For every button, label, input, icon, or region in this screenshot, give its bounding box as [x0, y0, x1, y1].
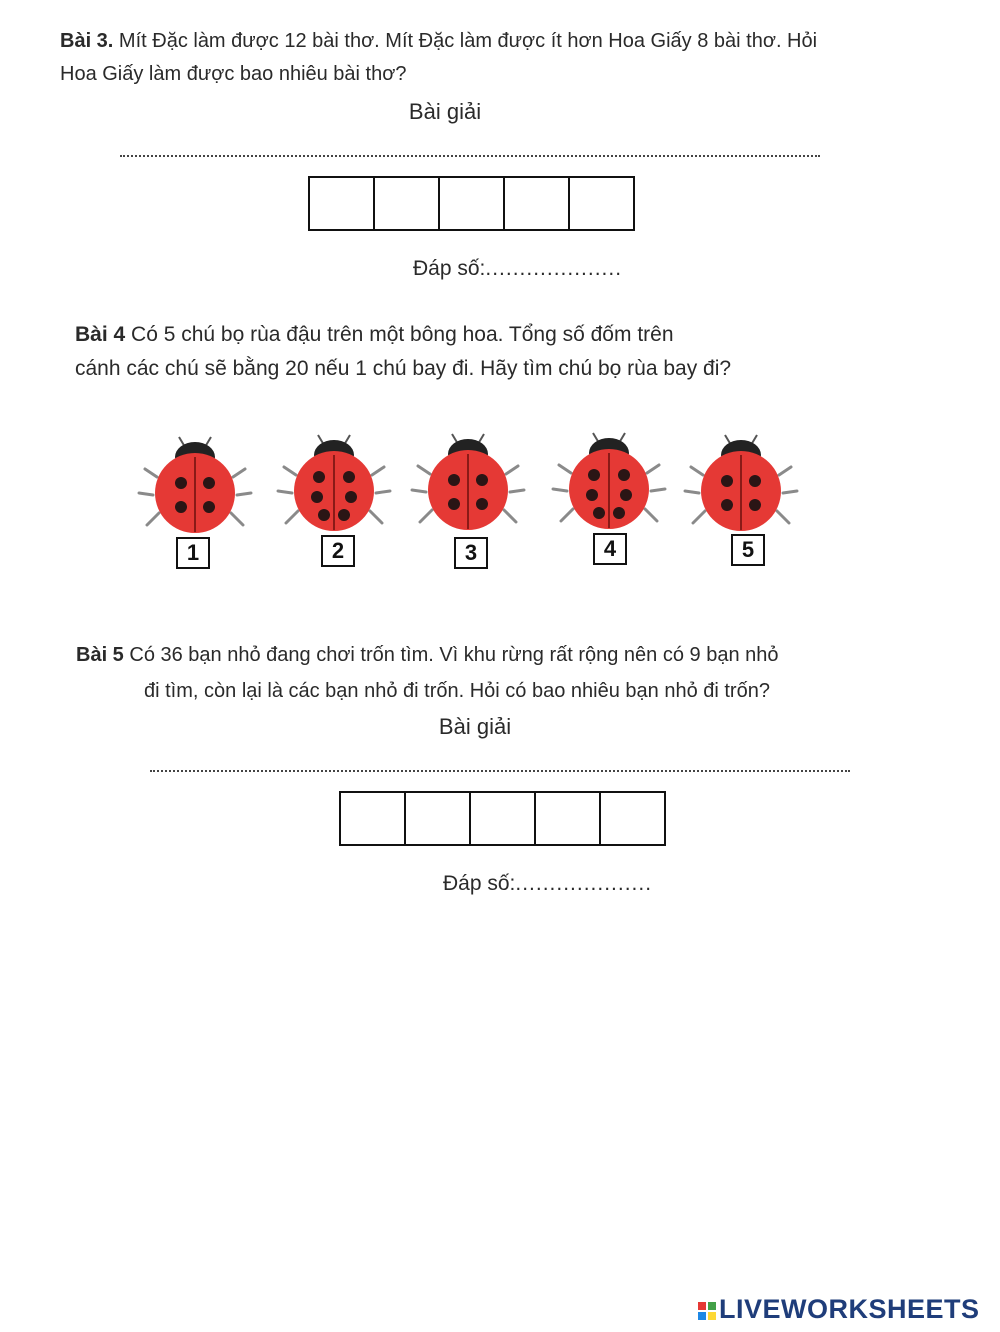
- ladybug-5-spot-2: [749, 475, 761, 487]
- ladybug-2-spot-3: [311, 491, 323, 503]
- liveworksheets-logo: [698, 1294, 980, 1325]
- ladybug-1[interactable]: [139, 437, 251, 533]
- problem-5-box-3[interactable]: [471, 793, 536, 844]
- ladybug-2-spot-4: [345, 491, 357, 503]
- logo-square-4: [708, 1312, 716, 1320]
- problem-5-answer: [443, 872, 652, 896]
- ladybug-label-5[interactable]: 5: [731, 534, 765, 566]
- ladybug-3-spot-2: [476, 474, 488, 486]
- ladybug-label-2[interactable]: 2: [321, 535, 355, 567]
- ladybug-5-spot-1: [721, 475, 733, 487]
- problem-3-box-3[interactable]: [440, 178, 505, 229]
- problem-5-line-2: đi tìm, còn lại là các bạn nhỏ đi trốn. Hỏi có bao nhiêu bạn nhỏ đi trốn?: [144, 680, 770, 702]
- ladybug-4[interactable]: [553, 433, 665, 529]
- logo-square-1: [698, 1302, 706, 1310]
- logo-square-2: [708, 1302, 716, 1310]
- problem-3-box-5[interactable]: [570, 178, 633, 229]
- problem-4-title: Bài 4: [75, 323, 126, 346]
- problem-3-answer-boxes: [308, 176, 635, 231]
- problem-5-box-2[interactable]: [406, 793, 471, 844]
- ladybug-4-spot-5: [593, 507, 605, 519]
- ladybug-3-spot-1: [448, 474, 460, 486]
- ladybug-4-spot-4: [620, 489, 632, 501]
- problem-5-text: [76, 637, 976, 709]
- problem-3-line-1: Mít Đặc làm được 12 bài thơ. Mít Đặc làm được ít hơn Hoa Giấy 8 bài thơ. Hỏi: [113, 30, 818, 52]
- problem-3-text: [60, 25, 960, 91]
- problem-5-title: Bài 5: [76, 644, 124, 666]
- ladybug-4-spot-2: [618, 469, 630, 481]
- problem-5-dotted-line: [150, 770, 850, 772]
- problem-3-box-2[interactable]: [375, 178, 440, 229]
- problem-4-line-2: cánh các chú sẽ bằng 20 nếu 1 chú bay đi. Hãy tìm chú bọ rùa bay đi?: [75, 357, 732, 380]
- problem-3-box-4[interactable]: [505, 178, 570, 229]
- ladybug-label-3[interactable]: 3: [454, 537, 488, 569]
- ladybug-5-spot-3: [721, 499, 733, 511]
- problem-5-box-1[interactable]: [341, 793, 406, 844]
- ladybug-4-spot-6: [613, 507, 625, 519]
- problem-5-box-4[interactable]: [536, 793, 601, 844]
- ladybug-1-spot-1: [175, 477, 187, 489]
- problem-5-box-5[interactable]: [601, 793, 664, 844]
- ladybug-2-spot-2: [343, 471, 355, 483]
- ladybugs-illustration: [0, 405, 1000, 585]
- problem-3-box-1[interactable]: [310, 178, 375, 229]
- ladybug-label-4[interactable]: 4: [593, 533, 627, 565]
- ladybug-4-spot-3: [586, 489, 598, 501]
- ladybug-3-spot-3: [448, 498, 460, 510]
- ladybug-3-spot-4: [476, 498, 488, 510]
- problem-5-answer-field[interactable]: ....................: [515, 872, 653, 895]
- ladybug-1-spot-4: [203, 501, 215, 513]
- problem-3-dotted-line: [120, 155, 820, 157]
- problem-5-answer-label: Đáp số:: [443, 872, 516, 895]
- problem-4-line-1: Có 5 chú bọ rùa đậu trên một bông hoa. Tổng số đốm trên: [125, 323, 674, 346]
- problem-5-solution-heading: Bài giải: [438, 714, 512, 739]
- problem-5-line-1: Có 36 bạn nhỏ đang chơi trốn tìm. Vì khu rừng rất rộng nên có 9 bạn nhỏ: [123, 644, 779, 666]
- problem-3-answer-label: Đáp số:: [413, 257, 486, 280]
- ladybug-2-spot-6: [338, 509, 350, 521]
- ladybug-2[interactable]: [278, 435, 390, 531]
- problem-3-title: Bài 3.: [60, 30, 114, 52]
- logo-square-3: [698, 1312, 706, 1320]
- problem-3-answer: [413, 257, 622, 281]
- liveworksheets-logo-icon: [698, 1302, 716, 1320]
- problem-5-answer-boxes: [339, 791, 666, 846]
- ladybug-1-spot-3: [175, 501, 187, 513]
- problem-3-line-2: Hoa Giấy làm được bao nhiêu bài thơ?: [60, 63, 407, 85]
- problem-4-text: [75, 318, 955, 386]
- ladybug-1-spot-2: [203, 477, 215, 489]
- ladybug-3[interactable]: [412, 434, 524, 530]
- ladybug-2-spot-1: [313, 471, 325, 483]
- liveworksheets-logo-text: LIVEWORKSHEETS: [719, 1294, 980, 1324]
- ladybug-2-spot-5: [318, 509, 330, 521]
- ladybug-4-spot-1: [588, 469, 600, 481]
- ladybug-5-spot-4: [749, 499, 761, 511]
- ladybug-label-1[interactable]: 1: [176, 537, 210, 569]
- problem-3-solution-heading: Bài giải: [408, 99, 482, 124]
- ladybug-5[interactable]: [685, 435, 797, 531]
- problem-3-answer-field[interactable]: ....................: [485, 257, 623, 280]
